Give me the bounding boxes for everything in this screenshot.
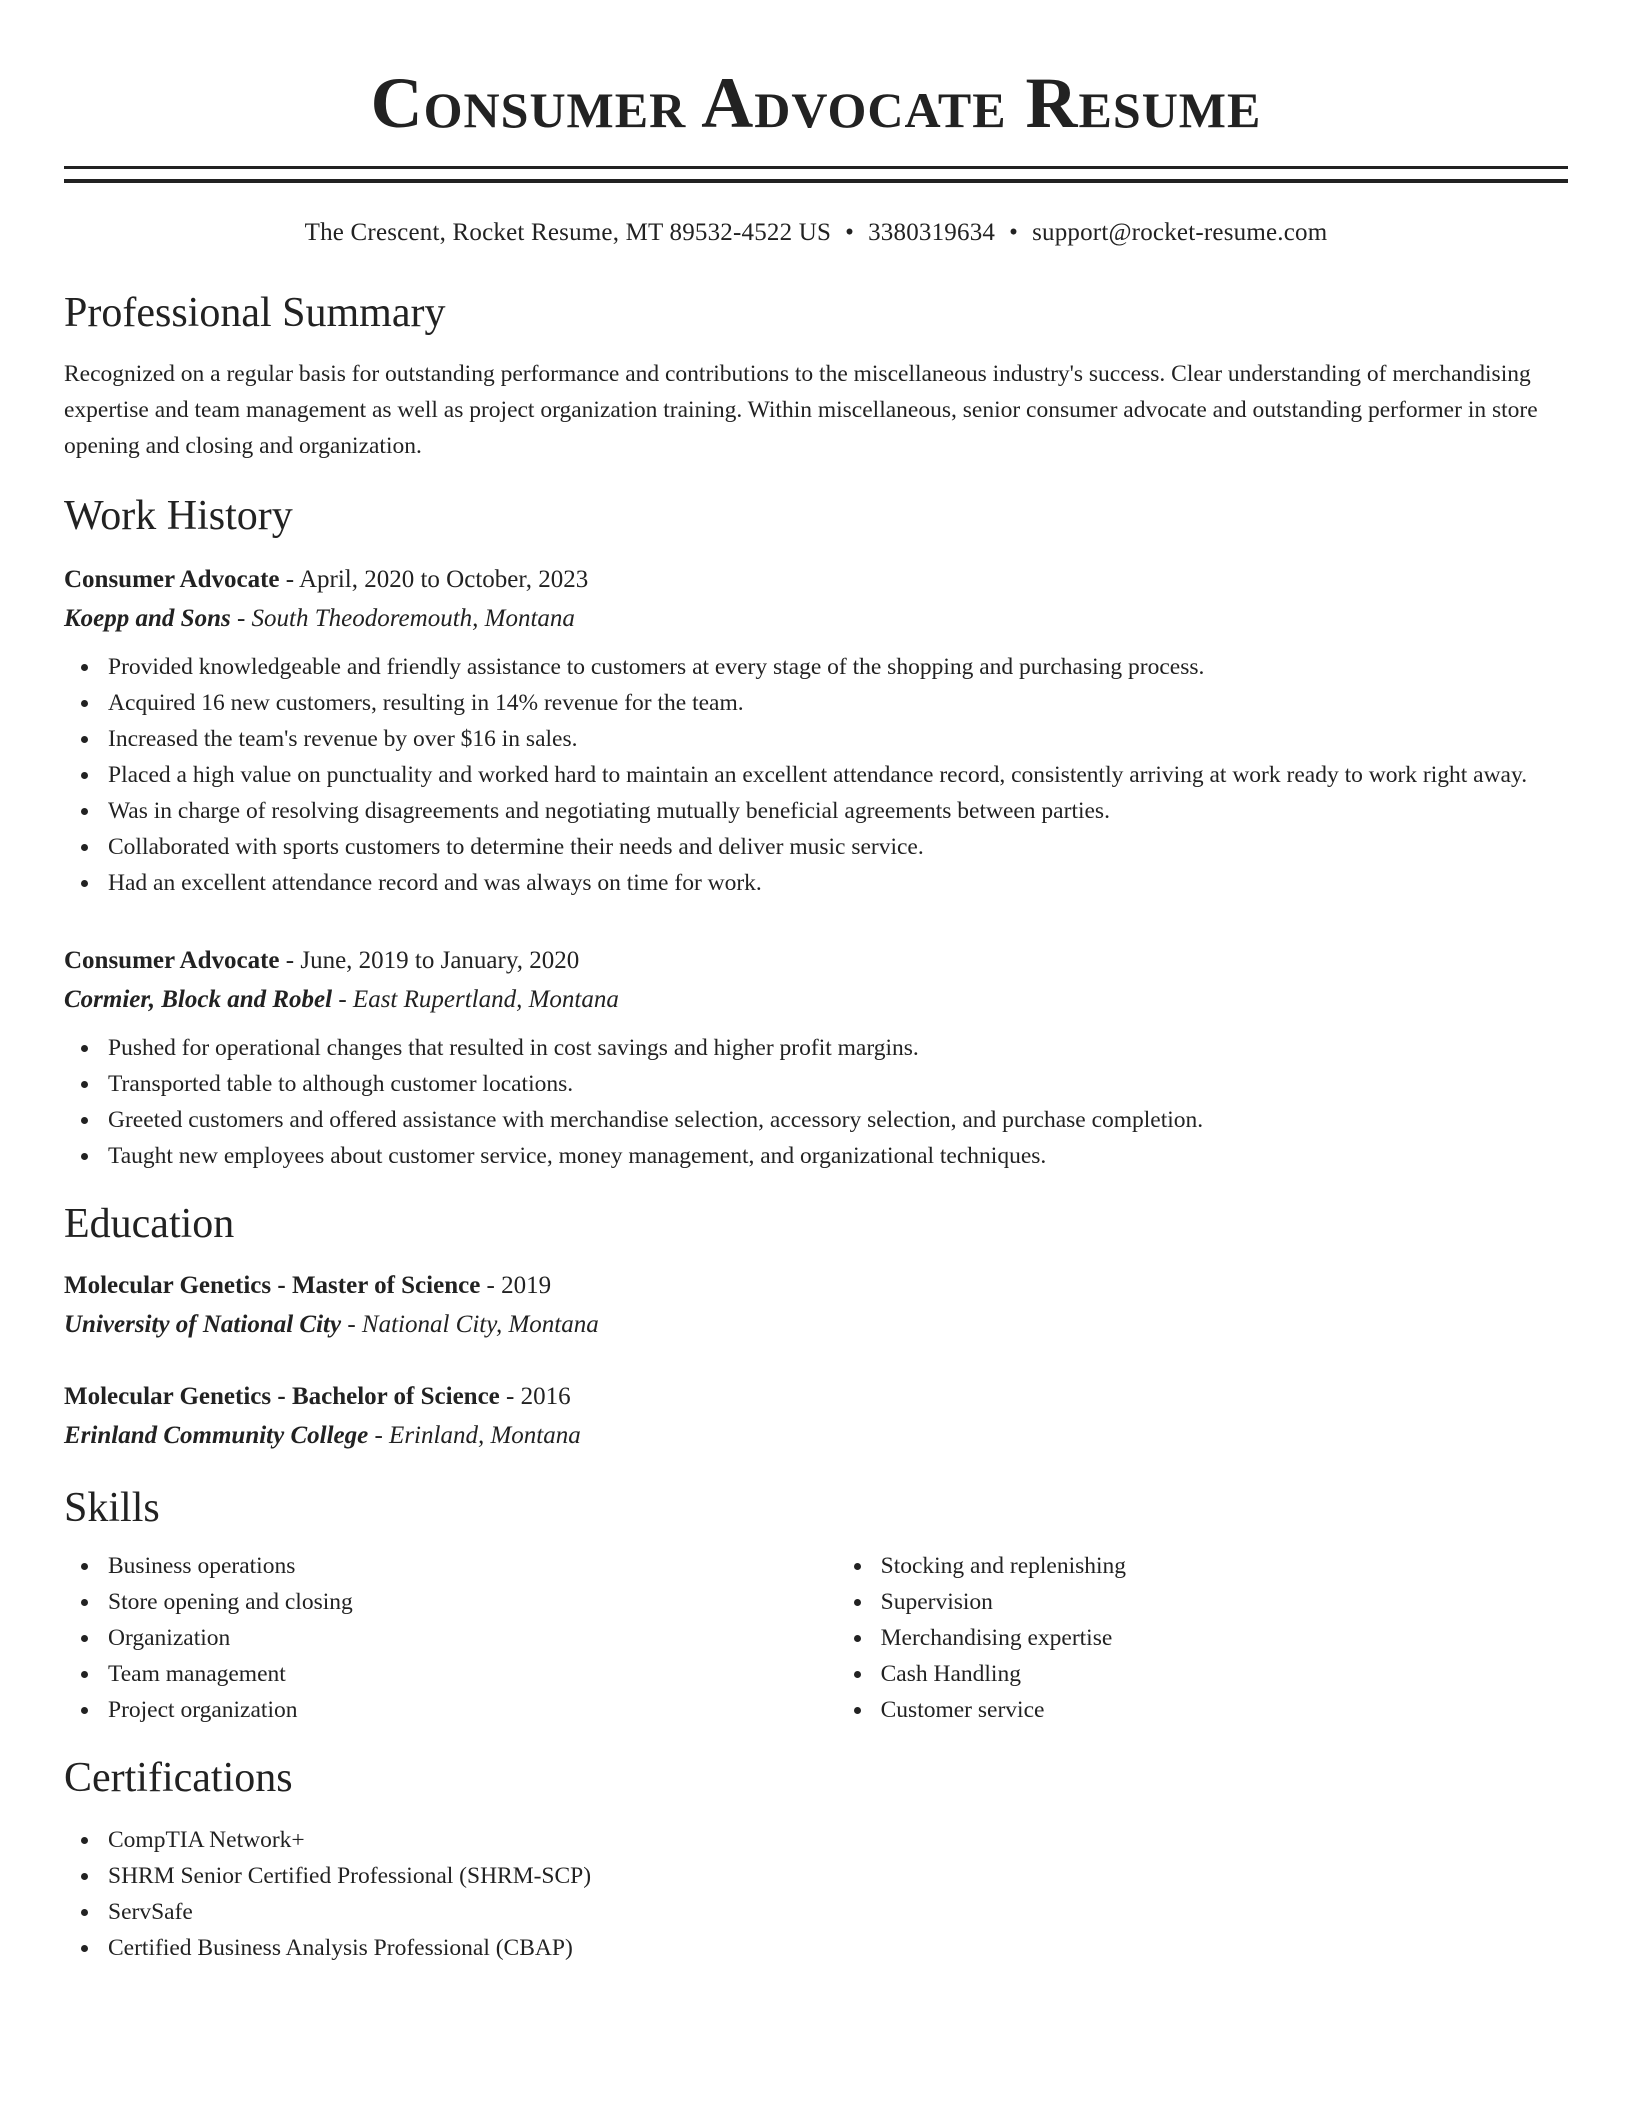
job-entry (64, 562, 1568, 901)
job-company: Cormier, Block and Robel (64, 986, 333, 1013)
skills-list-left (64, 1548, 837, 1728)
contact-phone: 3380319634 (868, 219, 996, 246)
job-dates: - June, 2019 to January, 2020 (279, 947, 580, 974)
skill-item: Business operations (108, 1548, 837, 1584)
job-company-line (64, 982, 1568, 1018)
education-degree: Molecular Genetics - Bachelor of Science (64, 1383, 500, 1410)
education-year: - 2019 (480, 1272, 552, 1299)
certifications-heading: Certifications (64, 1755, 293, 1801)
job-title: Consumer Advocate (64, 947, 280, 974)
skill-item: Organization (108, 1620, 837, 1656)
job-bullet: Greeted customers and offered assistance with merchandise selection, accessory selection, and purchase completion. (108, 1102, 1568, 1138)
skill-item: Stocking and replenishing (881, 1548, 1568, 1584)
skill-item: Customer service (881, 1692, 1568, 1728)
certification-item: ServSafe (108, 1894, 1568, 1930)
skill-item: Store opening and closing (108, 1584, 837, 1620)
job-location: - East Rupertland, Montana (332, 986, 619, 1013)
job-bullet: Taught new employees about customer service, money management, and organizational techniques. (108, 1138, 1568, 1174)
skills-columns (64, 1548, 1568, 1728)
education-degree: Molecular Genetics - Master of Science (64, 1272, 481, 1299)
contact-line (64, 217, 1568, 249)
skill-item: Team management (108, 1656, 837, 1692)
work-history-heading: Work History (64, 493, 293, 539)
education-heading: Education (64, 1201, 235, 1247)
title-divider (64, 166, 1568, 183)
job-bullet: Collaborated with sports customers to determine their needs and deliver music service. (108, 829, 1568, 865)
education-school: University of National City (64, 1311, 342, 1338)
job-location: - South Theodoremouth, Montana (230, 605, 575, 632)
certification-item: Certified Business Analysis Professional (CBAP) (108, 1930, 1568, 1966)
education-school: Erinland Community College (64, 1422, 369, 1449)
certification-item: CompTIA Network+ (108, 1822, 1568, 1858)
skill-item: Cash Handling (881, 1656, 1568, 1692)
certifications-list (64, 1822, 1568, 1966)
certification-item: SHRM Senior Certified Professional (SHRM-SCP) (108, 1858, 1568, 1894)
job-company-line (64, 601, 1568, 637)
job-bullet: Provided knowledgeable and friendly assistance to customers at every stage of the shopping and purchasing process. (108, 649, 1568, 685)
job-bullet: Acquired 16 new customers, resulting in 14% revenue for the team. (108, 685, 1568, 721)
job-bullets (64, 1030, 1568, 1174)
job-bullets (64, 649, 1568, 901)
education-entry (64, 1379, 1568, 1454)
education-header (64, 1379, 1568, 1415)
job-title: Consumer Advocate (64, 566, 280, 593)
skill-item: Supervision (881, 1584, 1568, 1620)
education-year: - 2016 (499, 1383, 571, 1410)
skills-list-right (837, 1548, 1568, 1728)
education-header (64, 1268, 1568, 1304)
job-bullet: Pushed for operational changes that resulted in cost savings and higher profit margins. (108, 1030, 1568, 1066)
summary-text: Recognized on a regular basis for outstanding performance and contributions to the miscellaneous industry's success. Clear understanding of merchandising expertise and team management as well as project organization training. Within miscellaneous, senior consumer advocate and outstanding performer in store opening and closing and organization. (64, 361, 1538, 459)
job-entry (64, 943, 1568, 1174)
skills-heading: Skills (64, 1485, 160, 1531)
contact-separator: • (1009, 219, 1019, 246)
job-dates: - April, 2020 to October, 2023 (279, 566, 589, 593)
skill-item: Merchandising expertise (881, 1620, 1568, 1656)
job-header (64, 943, 1568, 979)
job-bullet: Was in charge of resolving disagreements and negotiating mutually beneficial agreements between parties. (108, 793, 1568, 829)
education-school-line (64, 1307, 1568, 1343)
job-header (64, 562, 1568, 598)
contact-address: The Crescent, Rocket Resume, MT 89532-4522 US (304, 219, 832, 246)
resume-title: Consumer Advocate Resume (370, 63, 1262, 143)
job-bullet: Had an excellent attendance record and was always on time for work. (108, 865, 1568, 901)
job-company: Koepp and Sons (64, 605, 231, 632)
education-location: - National City, Montana (341, 1311, 599, 1338)
skill-item: Project organization (108, 1692, 837, 1728)
contact-email: support@rocket-resume.com (1032, 219, 1328, 246)
education-school-line (64, 1418, 1568, 1454)
job-bullet: Transported table to although customer locations. (108, 1066, 1568, 1102)
job-bullet: Increased the team's revenue by over $16 in sales. (108, 721, 1568, 757)
education-entry (64, 1268, 1568, 1343)
summary-heading: Professional Summary (64, 290, 446, 336)
contact-separator: • (845, 219, 855, 246)
job-bullet: Placed a high value on punctuality and worked hard to maintain an excellent attendance record, consistently arriving at work ready to work right away. (108, 757, 1568, 793)
education-location: - Erinland, Montana (368, 1422, 581, 1449)
